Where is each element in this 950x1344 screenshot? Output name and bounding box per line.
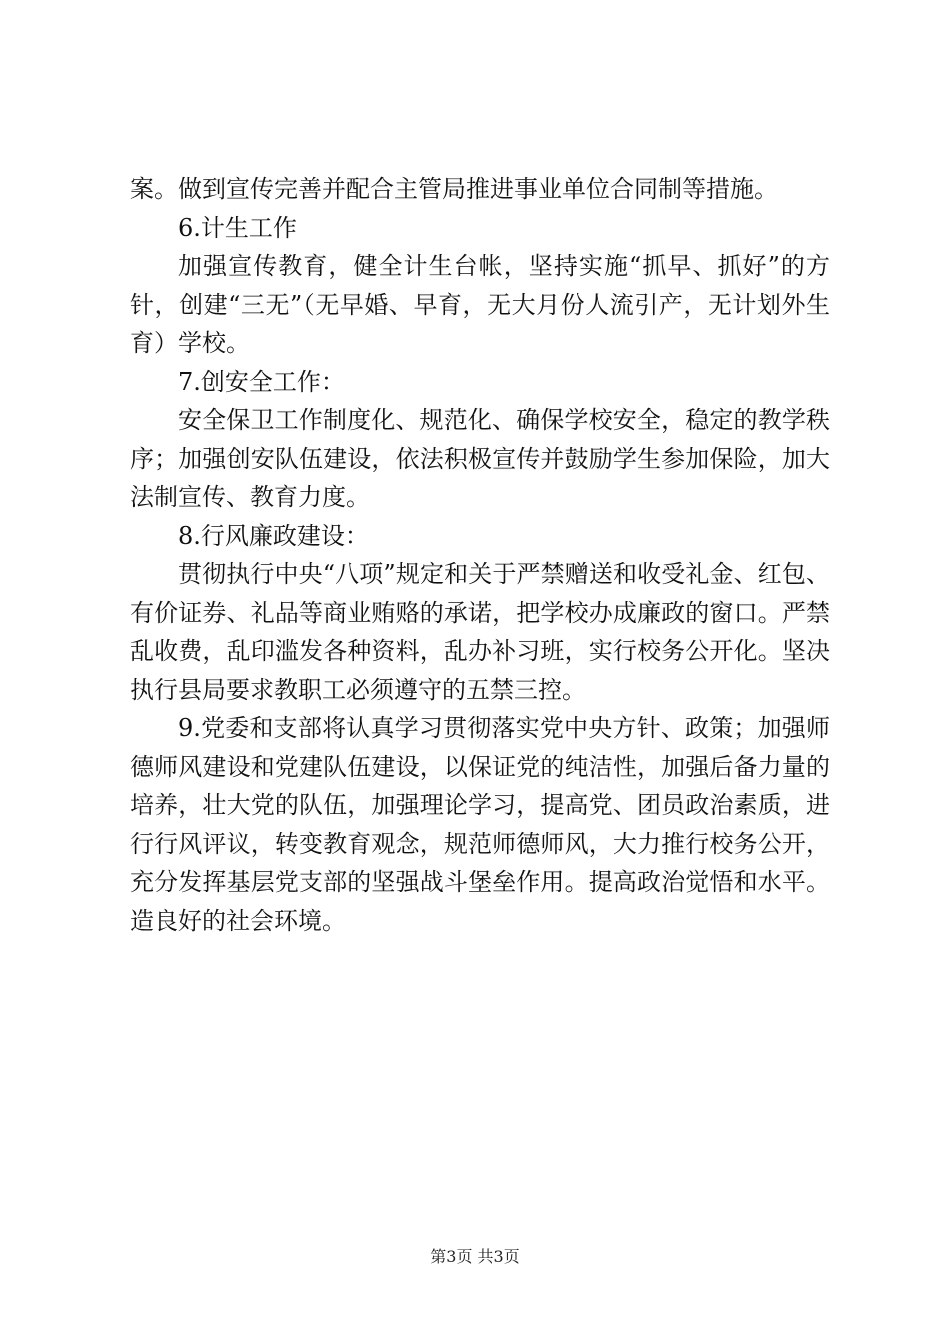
paragraph-integrity: 贯彻执行中央“八项”规定和关于严禁赠送和收受礼金、红包、有价证券、礼品等商业贿赂的承诺，把学校办成廉政的窗口。严禁乱收费，乱印滥发各种资料，乱办补习班，实行校务公开化。坚决执行县局要求教职工必须遵守的五禁三控。 bbox=[130, 560, 830, 704]
paragraph-safety: 安全保卫工作制度化、规范化、确保学校安全，稳定的教学秩序；加强创安队伍建设，依法积极宣传并鼓励学生参加保险，加大法制宣传、教育力度。 bbox=[130, 406, 830, 511]
page-number-footer: 第3页 共3页 bbox=[430, 1247, 520, 1266]
heading-safety: 7.创安全工作： bbox=[178, 367, 345, 396]
heading-integrity: 8.行风廉政建设： bbox=[178, 521, 369, 550]
heading-family-planning: 6.计生工作 bbox=[178, 213, 297, 242]
document-body bbox=[130, 170, 830, 940]
paragraph-continuation: 案。做到宣传完善并配合主管局推进事业单位合同制等措施。 bbox=[130, 175, 778, 203]
paragraph-family-planning: 加强宣传教育，健全计生台帐，坚持实施“抓早、抓好”的方针，创建“三无”（无早婚、早育，无大月份人流引产，无计划外生育）学校。 bbox=[130, 252, 830, 357]
paragraph-party-committee: 9.党委和支部将认真学习贯彻落实党中央方针、政策；加强师德师风建设和党建队伍建设，以保证党的纯洁性，加强后备力量的培养，壮大党的队伍，加强理论学习，提高党、团员政治素质，进行行风评议，转变教育观念，规范师德师风，大力推行校务公开，充分发挥基层党支部的坚强战斗堡垒作用。提高政治觉悟和水平。造良好的社会环境。 bbox=[130, 714, 830, 935]
